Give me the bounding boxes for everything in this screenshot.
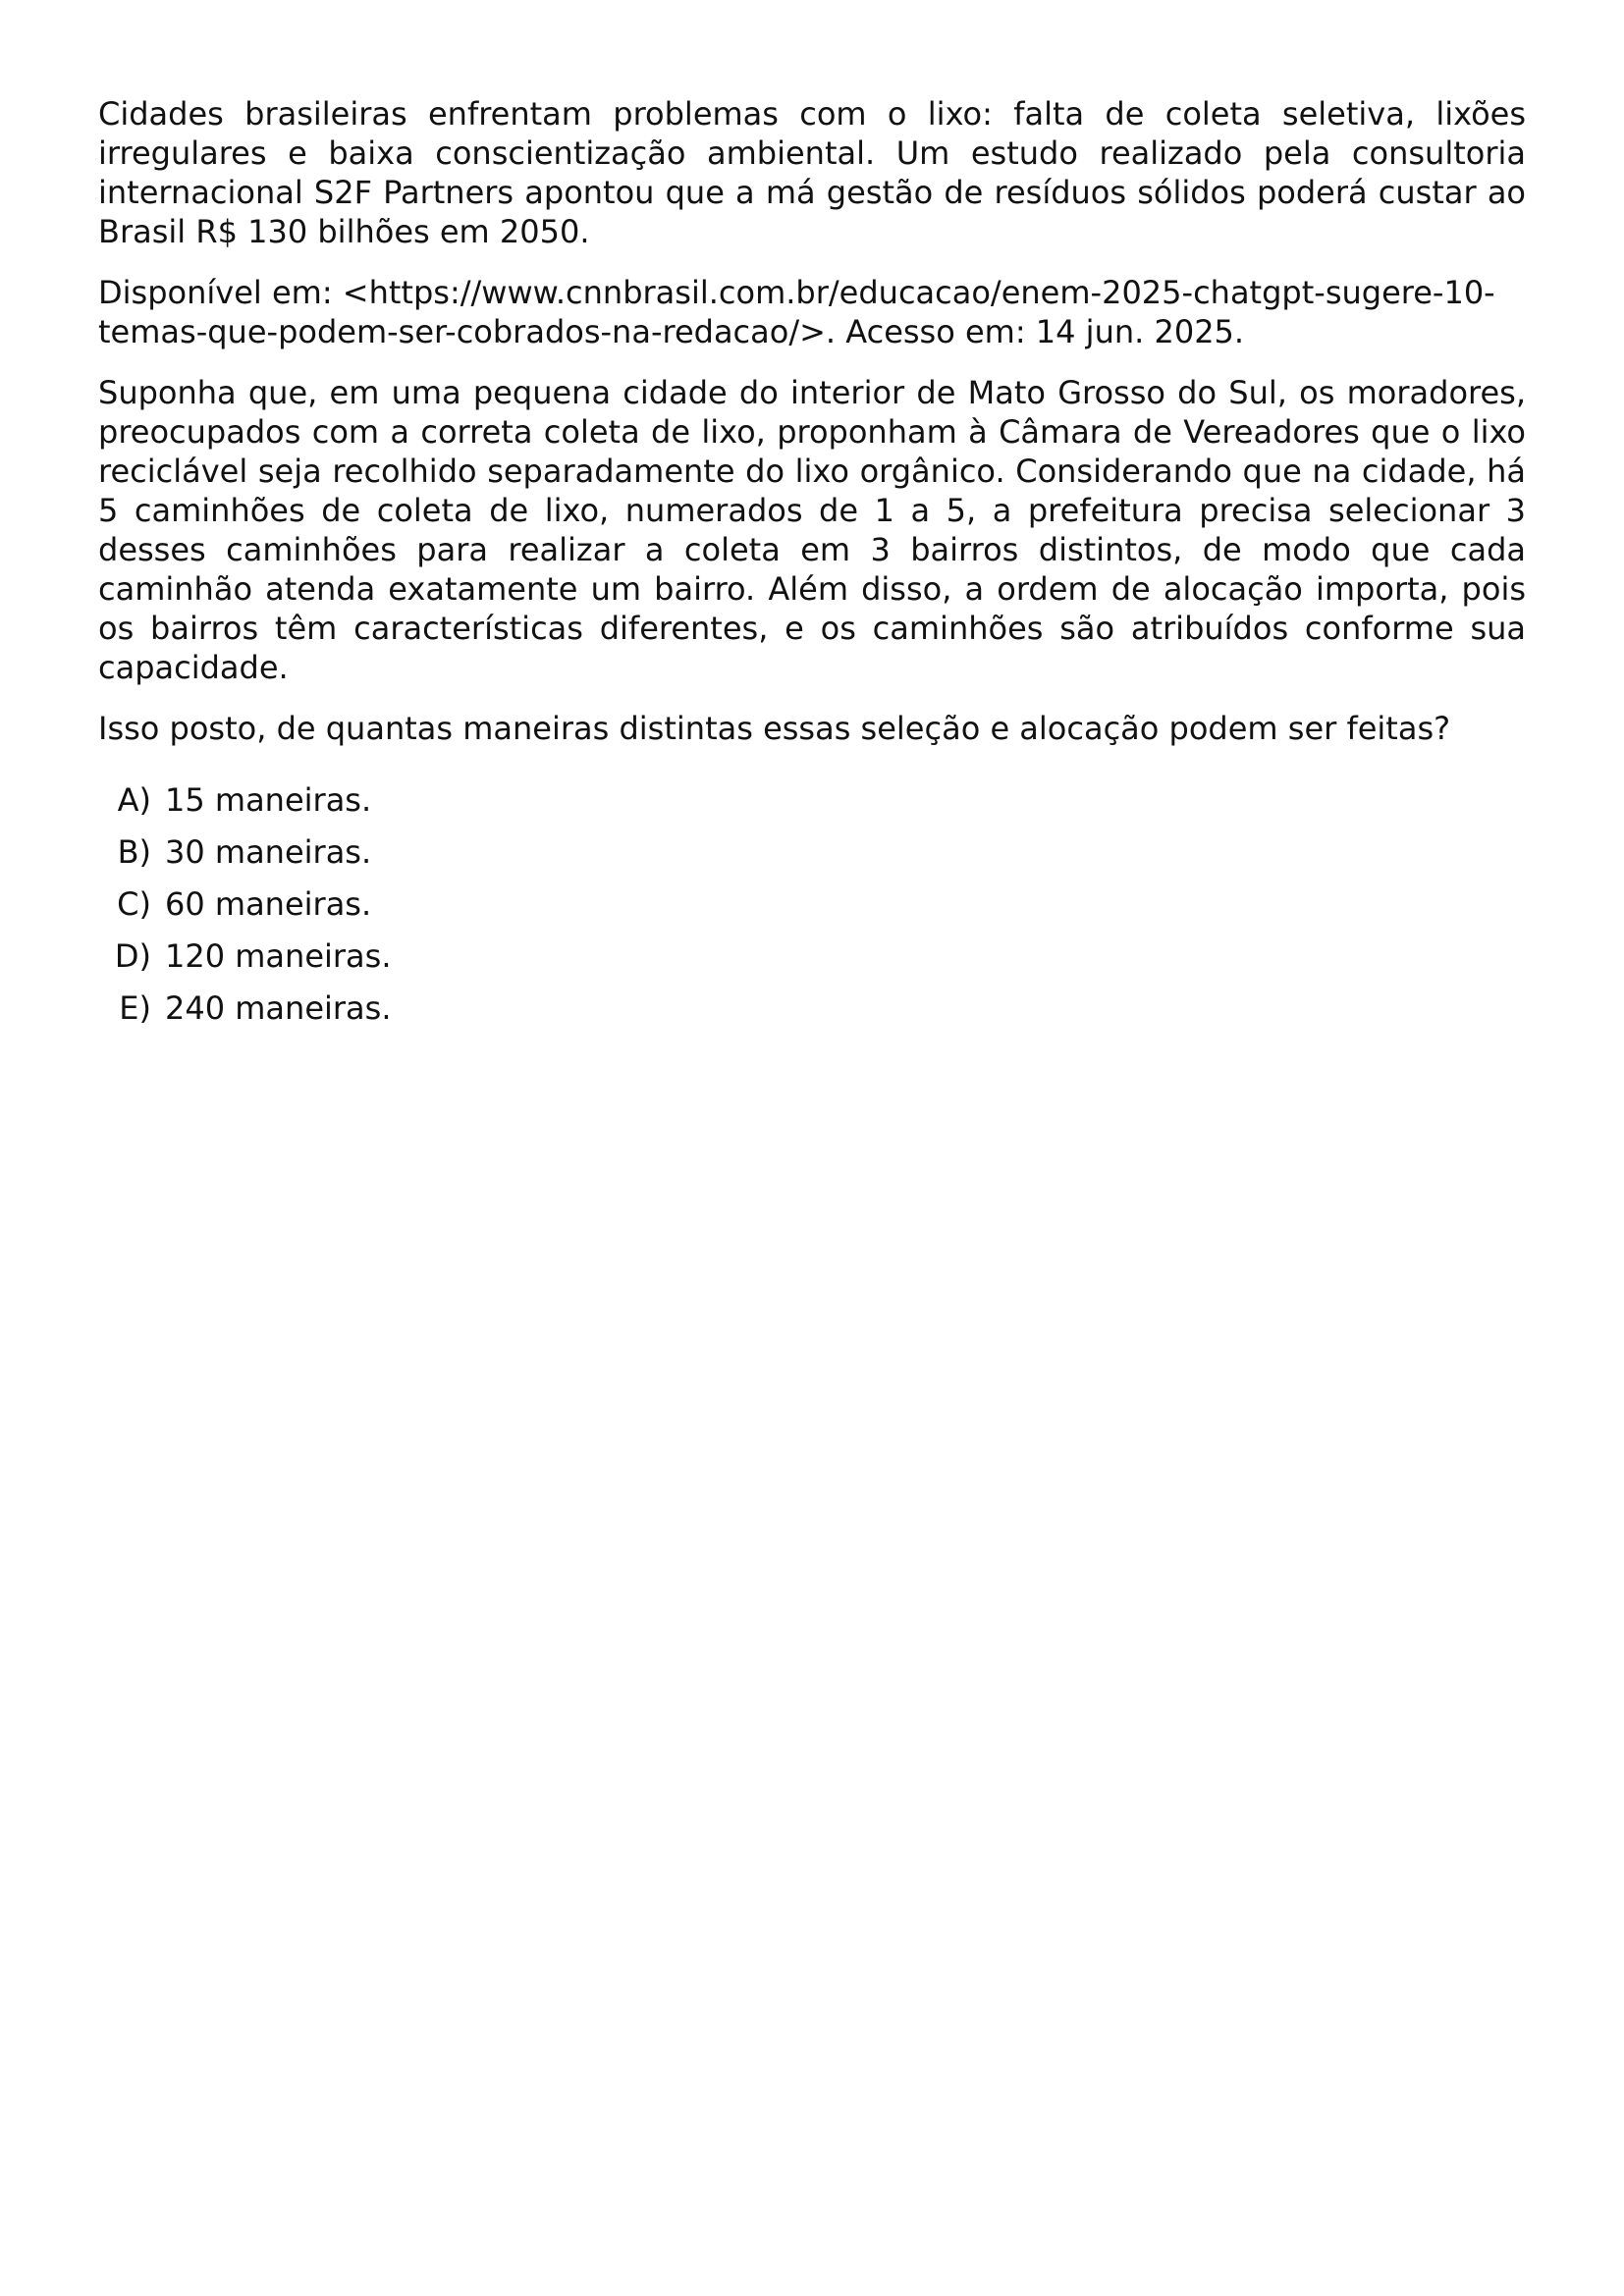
- intro-paragraph: Cidades brasileiras enfrentam problemas com o lixo: falta de coleta seletiva, lixões irregulares e baixa conscientização ambiental. Um estudo realizado pela consultoria internacional S2F Partners apontou que a má gestão de resíduos sólidos poderá custar ao Brasil R$ 130 bilhões em 2050.: [98, 95, 1526, 250]
- source-line-1: Disponível em: <https://www.cnnbrasil.com.br/educacao/enem-2025-chatgpt-sugere-10-: [98, 274, 1495, 311]
- option-text: 30 maneiras.: [165, 832, 372, 871]
- option-d[interactable]: [98, 930, 1526, 982]
- answer-options: [98, 774, 1526, 1034]
- question-text: Isso posto, de quantas maneiras distintas essas seleção e alocação podem ser feitas?: [98, 710, 1451, 747]
- option-a[interactable]: [98, 774, 1526, 826]
- option-letter: E): [119, 988, 151, 1027]
- problem-paragraph: Suponha que, em uma pequena cidade do interior de Mato Grosso do Sul, os moradores, preocupados com a correta coleta de lixo, proponham à Câmara de Vereadores que o lixo reciclável seja recolhido separadamente do lixo orgânico. Considerando que na cidade, há 5 caminhões de coleta de lixo, numerados de 1 a 5, a prefeitura precisa selecionar 3 desses caminhões para realizar a coleta em 3 bairros distintos, de modo que cada caminhão atenda exatamente um bairro. Além disso, a ordem de alocação importa, pois os bairros têm características diferentes, e os caminhões são atribuídos conforme sua capacidade.: [98, 374, 1526, 686]
- option-c[interactable]: [98, 878, 1526, 930]
- document-page: [98, 94, 1526, 1034]
- option-text: 120 maneiras.: [165, 936, 392, 975]
- source-citation: [98, 273, 1551, 351]
- option-letter: A): [117, 780, 151, 819]
- option-text: 60 maneiras.: [165, 884, 372, 923]
- option-letter: C): [117, 884, 151, 923]
- option-text: 15 maneiras.: [165, 780, 372, 819]
- option-e[interactable]: [98, 982, 1526, 1034]
- source-line-2: temas-que-podem-ser-cobrados-na-redacao/>. Acesso em: 14 jun. 2025.: [98, 313, 1245, 350]
- option-b[interactable]: [98, 826, 1526, 878]
- option-letter: B): [117, 832, 151, 871]
- option-letter: D): [114, 936, 151, 975]
- option-text: 240 maneiras.: [165, 988, 392, 1027]
